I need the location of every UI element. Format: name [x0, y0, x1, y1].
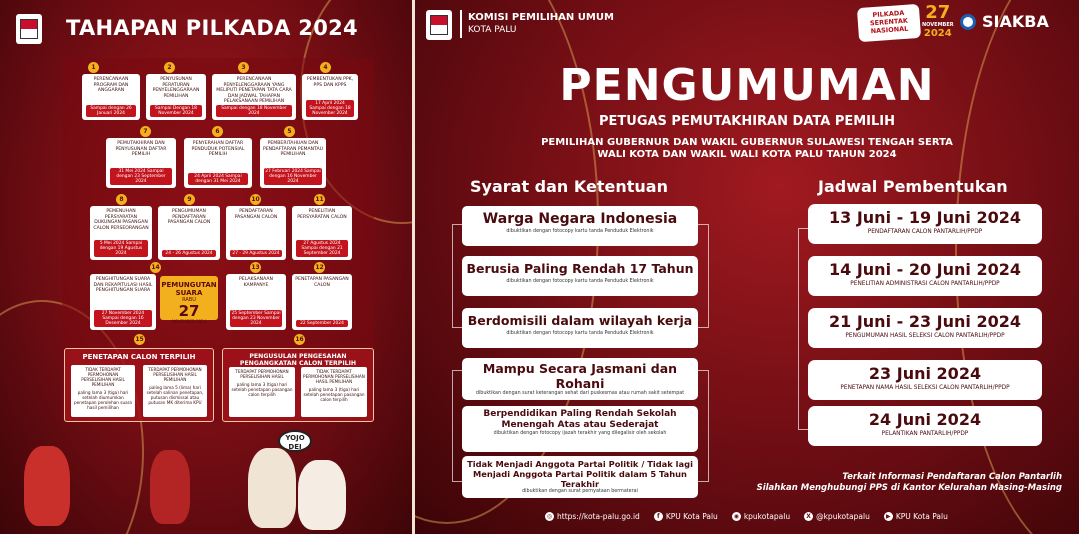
no-dispute-note: TIDAK TERDAPAT PERMOHONAN PERSELISIHAN HASIL PEMILIHAN paling lama 3 (tiga) hari setelah diumumkan penetapan perolehan suara hasil pemilihan	[71, 365, 135, 417]
pilkada-badge: PILKADA SERENTAK NASIONAL	[857, 4, 921, 42]
schedule-item: 24 Juni 2024 PELANTIKAN PANTARLIH/PPDP	[808, 406, 1042, 446]
timeline-step: PEMBERITAHUAN DAN PENDAFTARAN PEMANTAU PEMILIHAN 27 Februari 2024 Sampai dengan 16 November 2024	[260, 138, 326, 188]
timeline-step: PENGUMUMAN PENDAFTARAN PASANGAN CALON 24 - 26 Agustus 2024	[158, 206, 220, 260]
footer-social	[545, 512, 948, 521]
bracket-line	[698, 370, 709, 482]
x-icon: X	[804, 512, 813, 521]
step-number: 4	[320, 62, 331, 73]
timeline-step: PENGHITUNGAN SUARA DAN REKAPITULASI HASIL PENGHITUNGAN SUARA 27 November 2024 Sampai dengan 16 Desember 2024	[90, 274, 156, 330]
requirement-item: Berpendidikan Paling Rendah Sekolah Menengah Atas atau Sederajat dibuktikan dengan fotocopy ijazah terakhir yang dilegalisir oleh sekolah	[462, 406, 698, 452]
left-panel	[0, 0, 412, 534]
requirement-item: Tidak Menjadi Anggota Partai Politik / Tidak lagi Menjadi Anggota Partai Politik dalam 5 Tahun Terakhir dibuktikan dengan surat pernyataan bermaterai	[462, 456, 698, 498]
timeline	[62, 58, 374, 422]
step-number: 6	[212, 126, 223, 137]
schedule-item: 14 Juni - 20 Juni 2024 PENELITIAN ADMINISTRASI CALON PANTARLIH/PPDP	[808, 256, 1042, 296]
requirement-item: Berdomisili dalam wilayah kerja dibuktikan dengan fotocopy kartu tanda Penduduk Elektronik	[462, 308, 698, 348]
facebook-link[interactable]: f KPU Kota Palu	[654, 512, 718, 521]
step-number: 3	[238, 62, 249, 73]
appointment-proposal-box: PENGUSULAN PENGESAHAN PENGANGKATAN CALON TERPILIH TERDAPAT PERMOHONAN PERSELISIHAN HASIL paling lama 3 (tiga) hari setelah penetapan pasangan calon terpilih TIDAK TERDAPAT PERMOHONAN PERSELISIHAN HASIL PEMILIHAN paling lama 3 (tiga) hari setelah penetapan pasangan calon terpilih	[222, 348, 374, 422]
mascot-character-icon	[298, 460, 346, 530]
header-separator	[460, 10, 462, 38]
no-dispute-note: TIDAK TERDAPAT PERMOHONAN PERSELISIHAN HASIL PEMILIHAN paling lama 3 (tiga) hari setelah penetapan pasangan calon terpilih	[301, 367, 367, 417]
step-number: 8	[116, 194, 127, 205]
announcement-description: PEMILIHAN GUBERNUR DAN WAKIL GUBERNUR SULAWESI TENGAH SERTA WALI KOTA DAN WAKIL WALI KOTA PALU TAHUN 2024	[541, 137, 953, 160]
announcement-subtitle: PETUGAS PEMUTAKHIRAN DATA PEMILIH	[598, 114, 895, 129]
instagram-link[interactable]: ◉ kpukotapalu	[733, 512, 791, 521]
mascot-character-icon	[248, 448, 296, 528]
schedule-item: 21 Juni - 23 Juni 2024 PENGUMUMAN HASIL SELEKSI CALON PANTARLIH/PPDP	[808, 308, 1042, 348]
schedule-item: 23 Juni 2024 PENETAPAN NAMA HASIL SELEKSI CALON PANTARLIH/PPDP	[808, 360, 1042, 400]
timeline-step: PENYUSUNAN PERATURAN PENYELENGGARAAN PEMILIHAN Sampai Dengan 18 November 2024	[146, 74, 206, 120]
siakba-logo: SIAKBA	[960, 12, 1049, 31]
step-number: 1	[88, 62, 99, 73]
timeline-step: PEMBENTUKAN PPK, PPS DAN KPPS 17 April 2024 Sampai dengan 18 November 2024	[302, 74, 358, 120]
website-link[interactable]: ◎ https://kota-palu.go.id	[546, 512, 640, 521]
requirement-item: Mampu Secara Jasmani dan Rohani dibuktikan dengan surat keterangan sehat dari puskesmas atau rumah sakit setempat	[462, 358, 698, 400]
step-number: 2	[164, 62, 175, 73]
timeline-step: PERENCANAAN PROGRAM DAN ANGGARAN Sampai dengan 26 Januari 2024	[82, 74, 140, 120]
requirements-heading: Syarat dan Ketentuan	[470, 177, 668, 196]
left-title: TAHAPAN PILKADA 2024	[66, 16, 358, 40]
step-number: 14	[151, 264, 160, 271]
voting-day-badge: PEMUNGUTAN SUARA RABU 27 NOVEMBER 2024	[160, 276, 218, 320]
step-number: 5	[284, 126, 295, 137]
timeline-step: PEMENUHAN PERSYARATAN DUKUNGAN PASANGAN CALON PERSEORANGAN 5 Mei 2024 Sampai dengan 19 Agustus 2024	[90, 206, 152, 260]
timeline-step: PEMUTAKHIRAN DAN PENYUSUNAN DAFTAR PEMILIH 31 Mei 2024 Sampai dengan 23 September 2024	[106, 138, 176, 188]
requirement-item: Warga Negara Indonesia dibuktikan dengan fotocopy kartu tanda Penduduk Elektronik	[462, 206, 698, 246]
step-number: 13	[251, 264, 260, 271]
schedule-item: 13 Juni - 19 Juni 2024 PENDAFTARAN CALON PANTARLIH/PPDP	[808, 204, 1042, 244]
mascot-speech-bubble: YOJO DEI	[278, 430, 312, 452]
election-date-badge: 27 NOVEMBER 2024	[922, 2, 954, 39]
step-number: 7	[140, 126, 151, 137]
youtube-icon: ▶	[884, 512, 893, 521]
x-link[interactable]: X @kpukotapalu	[804, 512, 870, 521]
step-number: 15	[135, 336, 144, 343]
announcement-title: PENGUMUMAN	[559, 60, 935, 111]
timeline-step: PENDAFTARAN PASANGAN CALON 27 - 29 Agustus 2024	[226, 206, 286, 260]
dispute-note: TERDAPAT PERMOHONAN PERSELISIHAN HASIL paling lama 3 (tiga) hari setelah penetapan pasangan calon terpilih	[229, 367, 295, 417]
elected-candidate-box: PENETAPAN CALON TERPILIH TIDAK TERDAPAT PERMOHONAN PERSELISIHAN HASIL PEMILIHAN paling lama 3 (tiga) hari setelah diumumkan penetapan perolehan suara hasil pemilihan TERDAPAT PERMOHONAN PERSELISIHAN HASIL PEMILIHAN paling lama 5 (lima) hari setelah salinan penetapan, putusan dismissal atau putusan MK diterima KPU	[64, 348, 214, 422]
step-number: 9	[184, 194, 195, 205]
step-number: 16	[295, 336, 304, 343]
timeline-step: PENETAPAN PASANGAN CALON 22 September 2024	[292, 274, 352, 330]
mascot-bird-icon	[24, 446, 70, 526]
mascot-bird-icon	[150, 450, 190, 524]
siakba-icon	[960, 14, 976, 30]
bracket-line	[698, 224, 709, 328]
youtube-link[interactable]: ▶ KPU Kota Palu	[884, 512, 948, 521]
contact-info: Terkait Informasi Pendaftaran Calon Pantarlih Silahkan Menghubungi PPS di Kantor Kelurahan Masing-Masing	[756, 472, 1062, 493]
org-name: KOMISI PEMILIHAN UMUM	[468, 12, 614, 23]
timeline-step: PENELITIAN PERSYARATAN CALON 27 Agustus 2024 Sampai dengan 21 September 2024	[292, 206, 352, 260]
requirement-item: Berusia Paling Rendah 17 Tahun dibuktikan dengan fotocopy kartu tanda Penduduk Elektronik	[462, 256, 698, 296]
org-sub: KOTA PALU	[468, 25, 517, 35]
step-number: 12	[315, 264, 324, 271]
globe-icon: ◎	[546, 513, 553, 520]
kpu-logo-icon	[426, 10, 452, 40]
timeline-step: PENYERAHAN DAFTAR PENDUDUK POTENSIAL PEMILIH 24 April 2024 Sampai dengan 31 Mei 2024	[184, 138, 252, 188]
facebook-icon: f	[654, 512, 663, 521]
instagram-icon: ◉	[733, 513, 739, 520]
timeline-step: PERENCANAAN PENYELENGGARAAN YANG MELIPUTI PENETAPAN TATA CARA DAN JADWAL TAHAPAN PELAKSANAAN PEMILIHAN Sampai dengan 18 November 2024	[212, 74, 296, 120]
schedule-heading: Jadwal Pembentukan	[818, 177, 1008, 196]
step-number: 11	[315, 196, 324, 203]
timeline-step: PELAKSANAAN KAMPANYE 25 September Sampai dengan 23 November 2024	[226, 274, 286, 330]
step-number: 10	[251, 196, 260, 203]
dispute-note: TERDAPAT PERMOHONAN PERSELISIHAN HASIL PEMILIHAN paling lama 5 (lima) hari setelah salinan penetapan, putusan dismissal atau putusan MK diterima KPU	[143, 365, 207, 417]
kpu-logo-icon	[16, 14, 42, 44]
